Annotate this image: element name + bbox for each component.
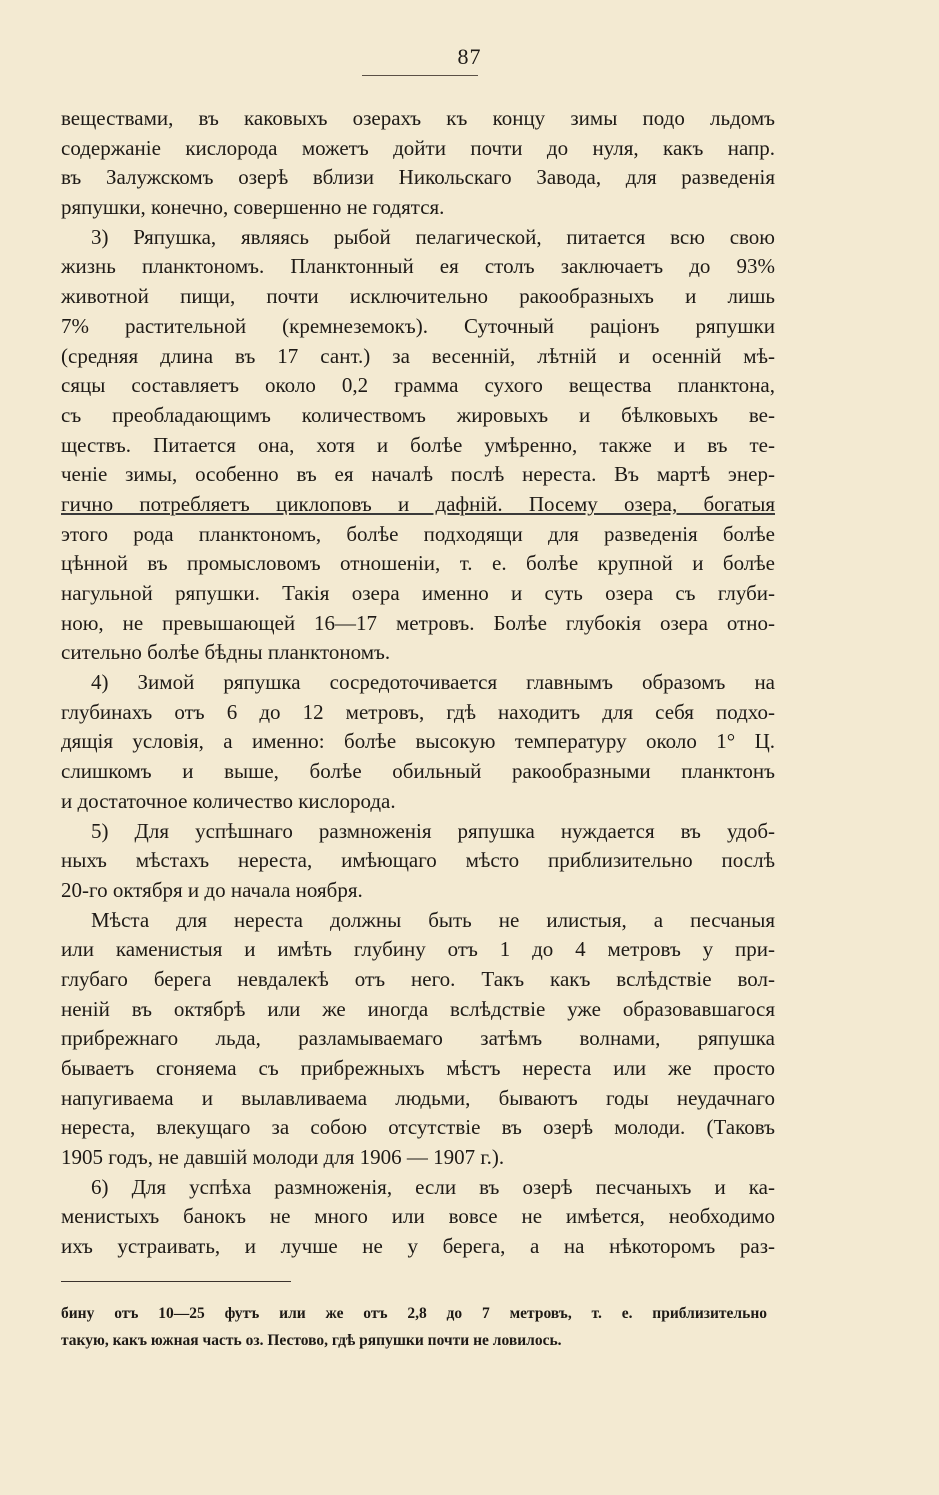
text-line: содержанiе кислорода можетъ дойти почти до нуля, какъ напр. [61,135,775,160]
text-line: съ преобладающимъ количествомъ жировыхъ и бѣлковыхъ ве- [61,402,775,427]
text-line: 7% растительной (кремнеземокъ). Суточный рацiонъ ряпушки [61,313,775,338]
text-line: ныхъ мѣстахъ нереста, имѣющаго мѣсто приблизительно послѣ [61,848,775,873]
footnote-divider [61,1281,291,1282]
text-line: дящiя условiя, а именно: болѣе высокую температуру около 1° Ц. [61,729,775,754]
text-line: бываетъ сгоняема съ прибрежныхъ мѣстъ нереста или же просто [61,1056,775,1080]
text-line: ненiй въ октябрѣ или же иногда вслѣдствiе уже образовавшагося [61,996,775,1021]
body-text [61,104,775,1262]
text-line: 5) Для успѣшнаго размноженiя ряпушка нуждается въ удоб- [91,818,775,843]
footnote-line: бину отъ 10—25 футъ или же отъ 2,8 до 7 метровъ, т. е. приблизительно [61,1305,767,1322]
text-line: ществъ. Питается она, хотя и болѣе умѣренно, также и въ те- [61,432,775,457]
text-line: жизнь планктономъ. Планктонный ея столъ заключаетъ до 93% [61,254,775,279]
text-line: ихъ устраивать, и лучше не у берега, а на нѣкоторомъ раз- [61,1234,775,1259]
text-line: напугиваема и вылавливаема людьми, бываютъ годы неудачнаго [61,1085,775,1110]
text-line: и достаточное количество кислорода. [61,788,396,813]
text-line: глубаго берега невдалекѣ отъ него. Такъ какъ вслѣдствiе вол- [61,966,775,991]
text-line: (средняя длина въ 17 сант.) за весеннiй, лѣтнiй и осеннiй мѣ- [61,343,775,368]
text-line: 1905 годъ, не давшiй молоди для 1906 — 1907 г.). [61,1145,505,1170]
text-line: сяцы составляетъ около 0,2 грамма сухого вещества планктона, [61,373,775,398]
text-line: менистыхъ банокъ не много или вовсе не имѣется, необходимо [61,1204,775,1229]
text-line: 20-го октября и до начала ноября. [61,877,363,902]
text-line: 3) Ряпушка, являясь рыбой пелагической, питается всю свою [91,224,775,249]
text-line: Мѣста для нереста должны быть не илистыя, а песчаныя [91,907,775,932]
text-line: ряпушки, конечно, совершенно не годятся. [61,195,445,220]
text-line: слишкомъ и выше, болѣе обильный ракообразными планктонъ [61,759,775,784]
page-number: 87 [457,44,482,69]
text-line: или каменистыя и имѣть глубину отъ 1 до 4 метровъ у при- [61,937,775,962]
text-line: глубинахъ отъ 6 до 12 метровъ, гдѣ находитъ для себя подхо- [61,699,775,724]
text-line: ною, не превышающей 16—17 метровъ. Болѣе глубокiя озера отно- [61,610,775,635]
text-line: ченiе зимы, особенно въ ея началѣ послѣ нереста. Въ мартѣ энер- [61,462,775,487]
text-line: цѣнной въ промысловомъ отношенiи, т. е. болѣе крупной и болѣе [61,551,775,576]
text-line: этого рода планктономъ, болѣе подходящи для разведенiя болѣе [61,521,775,546]
text-line: веществами, въ каковыхъ озерахъ къ концу зимы подо льдомъ [61,106,775,130]
text-line: въ Залужскомъ озерѣ вблизи Никольскаго Завода, для разведенiя [61,165,775,190]
footnote-line: такую, какъ южная часть оз. Пестово, гдѣ ряпушки почти не ловилось. [61,1332,562,1349]
text-line: 6) Для успѣха размноженiя, если въ озерѣ песчаныхъ и ка- [91,1174,775,1199]
text-line: нагульной ряпушки. Такiя озера именно и суть озера съ глуби- [61,581,775,605]
text-line: гично потребляетъ циклоповъ и дафнiй. Посему озера, богатыя [61,491,775,516]
text-line: 4) Зимой ряпушка сосредоточивается главнымъ образомъ на [91,670,775,695]
text-line: животной пищи, почти исключительно ракообразныхъ и лишь [61,284,775,309]
text-line: прибрежнаго льда, разламываемаго затѣмъ волнами, ряпушка [61,1026,775,1051]
text-line: сительно болѣе бѣдны планктономъ. [61,640,391,665]
text-line: нереста, влекущаго за собою отсутствiе въ озерѣ молоди. (Таковъ [61,1115,775,1140]
page-number-rule [362,75,478,76]
footnote [61,1300,767,1354]
